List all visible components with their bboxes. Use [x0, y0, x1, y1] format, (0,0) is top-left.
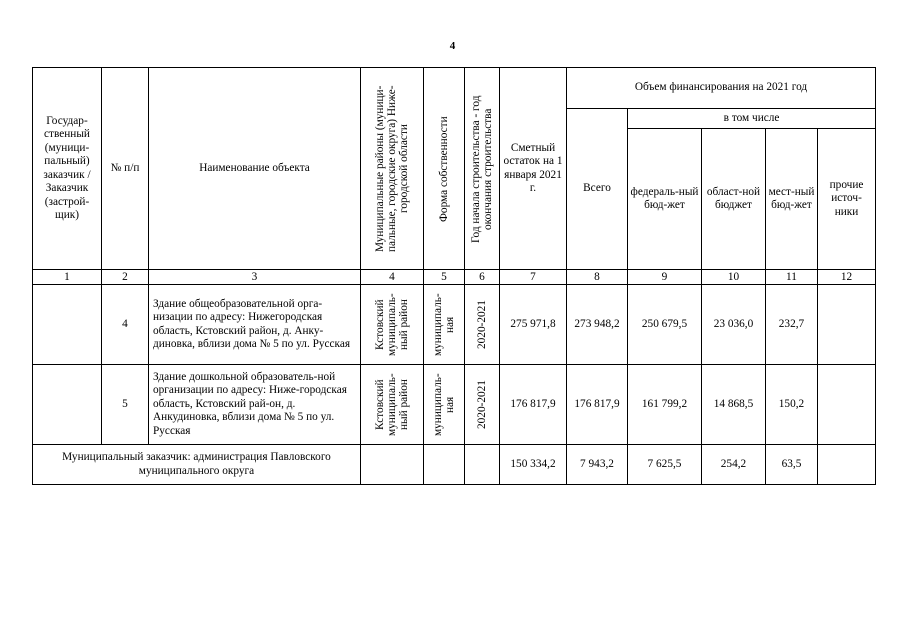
summary-row — [33, 445, 876, 485]
header-municipality-cell — [361, 68, 424, 270]
header-other: прочие источ-ники — [818, 129, 876, 270]
row-object-name: Здание дошкольной образователь-ной организации по адресу: Ниже-городская область, Кстовский рай-он, д. Анкудиновка, вблизи дома № 5 по ул. Русская — [149, 365, 361, 445]
header-regional: област-ной бюджет — [702, 129, 766, 270]
summary-federal: 7 625,5 — [628, 445, 702, 485]
column-number: 10 — [702, 270, 766, 285]
row-total: 273 948,2 — [567, 285, 628, 365]
row-regional: 23 036,0 — [702, 285, 766, 365]
summary-years — [465, 445, 500, 485]
header-ownership-cell — [424, 68, 465, 270]
summary-regional: 254,2 — [702, 445, 766, 485]
header-total: Всего — [567, 109, 628, 270]
row-municipality: Кстовский муниципаль-ный район — [374, 293, 410, 356]
header-object-name: Наименование объекта — [149, 68, 361, 270]
summary-municipality — [361, 445, 424, 485]
row-years-cell — [465, 365, 500, 445]
header-years-cell — [465, 68, 500, 270]
column-number: 12 — [818, 270, 876, 285]
header-number: № п/п — [102, 68, 149, 270]
row-number: 5 — [102, 365, 149, 445]
header-years: Год начала строительства - год окончания строительства — [470, 94, 494, 243]
column-number: 6 — [465, 270, 500, 285]
header-row-1 — [33, 68, 876, 109]
header-customer: Государ-ственный (муници-пальный) заказчик / Заказчик (застрой-щик) — [33, 68, 102, 270]
row-federal: 250 679,5 — [628, 285, 702, 365]
table-row — [33, 365, 876, 445]
row-ownership-cell — [424, 365, 465, 445]
column-number-row — [33, 270, 876, 285]
financing-table — [32, 67, 876, 485]
row-customer — [33, 285, 102, 365]
row-years-cell — [465, 285, 500, 365]
header-including: в том числе — [628, 109, 876, 129]
row-other — [818, 285, 876, 365]
header-municipality: Муниципальные районы (муници-пальные, городские округа) Ниже-городской области — [374, 85, 410, 252]
row-ownership: муниципаль-ная — [432, 373, 456, 436]
row-customer — [33, 365, 102, 445]
row-remainder: 275 971,8 — [500, 285, 567, 365]
header-funding: Объем финансирования на 2021 год — [567, 68, 876, 109]
column-number: 11 — [766, 270, 818, 285]
column-number: 4 — [361, 270, 424, 285]
column-number: 8 — [567, 270, 628, 285]
row-local: 232,7 — [766, 285, 818, 365]
header-local: мест-ный бюд-жет — [766, 129, 818, 270]
summary-ownership — [424, 445, 465, 485]
row-municipality-cell — [361, 285, 424, 365]
row-local: 150,2 — [766, 365, 818, 445]
column-number: 7 — [500, 270, 567, 285]
row-number: 4 — [102, 285, 149, 365]
summary-local: 63,5 — [766, 445, 818, 485]
summary-label: Муниципальный заказчик: администрация Павловского муниципального округа — [33, 445, 361, 485]
row-total: 176 817,9 — [567, 365, 628, 445]
summary-remainder: 150 334,2 — [500, 445, 567, 485]
row-remainder: 176 817,9 — [500, 365, 567, 445]
row-years: 2020-2021 — [476, 300, 488, 349]
column-number: 3 — [149, 270, 361, 285]
header-remainder: Сметный остаток на 1 января 2021 г. — [500, 68, 567, 270]
row-municipality: Кстовский муниципаль-ный район — [374, 373, 410, 436]
row-municipality-cell — [361, 365, 424, 445]
row-other — [818, 365, 876, 445]
row-ownership-cell — [424, 285, 465, 365]
header-federal: федераль-ный бюд-жет — [628, 129, 702, 270]
summary-other — [818, 445, 876, 485]
row-object-name: Здание общеобразовательной орга-низации по адресу: Нижегородская область, Кстовский район, д. Анку-диновка, вблизи дома № 5 по ул. Русская — [149, 285, 361, 365]
page-number: 4 — [449, 40, 456, 52]
table-row — [33, 285, 876, 365]
row-federal: 161 799,2 — [628, 365, 702, 445]
column-number: 2 — [102, 270, 149, 285]
row-regional: 14 868,5 — [702, 365, 766, 445]
column-number: 1 — [33, 270, 102, 285]
header-ownership: Форма собственности — [438, 115, 450, 222]
row-ownership: муниципаль-ная — [432, 293, 456, 356]
column-number: 5 — [424, 270, 465, 285]
summary-total: 7 943,2 — [567, 445, 628, 485]
row-years: 2020-2021 — [476, 380, 488, 429]
column-number: 9 — [628, 270, 702, 285]
